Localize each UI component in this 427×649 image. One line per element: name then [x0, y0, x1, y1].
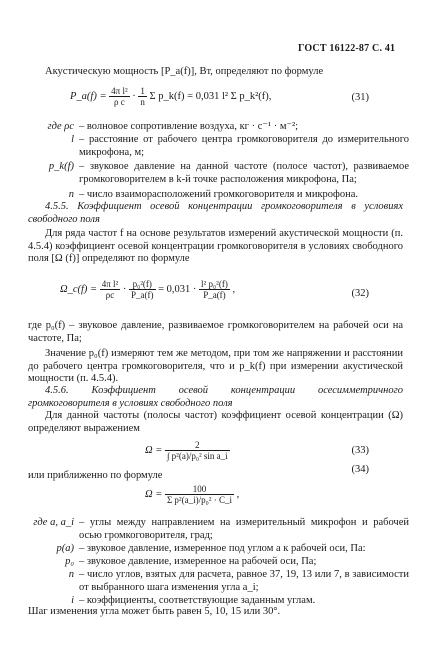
para-value-p0: Значение p₀(f) измеряют тем же методом, при том же напряжении и расстоянии до рабочего центра громкоговорителя, что и p_k(f) при измерении акустической мощности (п. 4.5.4). [28, 348, 403, 384]
def-label: p(a) [56, 543, 74, 554]
formula-32-frac3-num: l² p₀²(f) [201, 279, 228, 289]
page-header: ГОСТ 16122-87 С. 41 [298, 43, 396, 54]
formula-31-rhs: Σ p_k(f) = 0,031 l² Σ p_k²(f), [149, 90, 272, 102]
def-text: – углы между направлением на измерительный микрофон и рабочей осью громкоговорителя, град; [79, 517, 409, 541]
formula-32-frac2 [129, 279, 156, 300]
def-label: p₀ [65, 556, 74, 567]
formula-32-frac2-num: p₀²(f) [129, 279, 156, 290]
formula-34-lhs: Ω = [145, 488, 163, 500]
formula-32-frac1-num: 4π l² [101, 279, 119, 289]
formula-32-frac1 [100, 279, 121, 300]
formula-32-mid: = 0,031 · [158, 283, 197, 295]
section-4-5-5: 4.5.5. Коэффициент осевой концентрации громкоговорителя в условиях свободного поля [28, 201, 403, 225]
formula-32-frac2-den: P_a(f) [131, 290, 154, 300]
approx-text: или приближенно по формуле [28, 470, 163, 481]
def-p0: где p₀(f) – звуковое давление, развиваемое громкоговорителем на рабочей оси на частоте, Па; [28, 320, 403, 344]
def-label: n [68, 569, 74, 580]
formula-33-frac [165, 440, 230, 461]
formula-31-frac1-den: ρ c [114, 97, 125, 107]
formula-34-number: (34) [351, 464, 369, 475]
def-text: – звуковое давление на данной частоте (полосе частот), развиваемое громкоговорителем в k-й точке расположения микрофона, Па; [79, 161, 409, 185]
def-label: где ρc [47, 121, 74, 132]
def-label: n [68, 189, 74, 200]
formula-34: Ω = $\frac{100}{\text{Σ p²(a\_i)/p₀² · C\_i}}$ , [145, 484, 240, 505]
formula-32: Ω_c(f) = $\frac{\text{4π l²}}{\rho c}$ · $\frac{\text{p₀²(f)}}{P\_a(f)}$ = 0,031 · $\frac{\text{l² p₀²(f)}}{P\_a(f)}$ , [60, 279, 236, 300]
formula-34-num: 100 [165, 484, 234, 495]
formula-32-frac1-den: ρc [105, 290, 115, 300]
formula-33-number: (33) [351, 445, 369, 456]
formula-31-lhs: P_a(f) = [70, 90, 107, 102]
def-text: – звуковое давление, измеренное под углом a к рабочей оси, Па: [79, 543, 366, 554]
formula-31-frac1 [109, 86, 130, 107]
formula-31-frac2-den: n [140, 97, 145, 107]
section-4-5-6: 4.5.6. Коэффициент осевой концентрации осесимметричного громкоговорителя в условиях свободного поля [28, 385, 403, 409]
def-text: – расстояние от рабочего центра громкоговорителя до измерительного микрофона, м; [79, 134, 409, 158]
def-text: – число взаиморасположений громкоговорителя и микрофона. [79, 189, 358, 200]
formula-31-frac2 [138, 86, 147, 107]
last-line: Шаг изменения угла может быть равен 5, 10, 15 или 30°. [28, 606, 281, 617]
formula-34-frac [165, 484, 234, 505]
formula-33-num: 2 [165, 440, 230, 451]
def-text: – волновое сопротивление воздуха, кг · с⁻¹ · м⁻²; [79, 121, 299, 132]
def-label: где a, a_i [33, 517, 74, 528]
formula-32-lhs: Ω_c(f) = [60, 283, 98, 295]
intro-text: Акустическую мощность [P_a(f)], Вт, определяют по формуле [45, 66, 324, 77]
formula-32-number: (32) [351, 288, 369, 299]
formula-31-frac2-num: 1 [140, 86, 145, 96]
formula-31-number: (31) [351, 92, 369, 103]
para-4-5-6: Для данной частоты (полосы частот) коэффициент осевой концентрации (Ω) определяют выражением [28, 410, 403, 434]
def-label: p_k(f) [48, 161, 74, 172]
para-4-5-5: Для ряда частот f на основе результатов измерений акустической мощности (п. 4.5.4) коэффициент осевой концентрации громкоговорителя в условиях свободного поля [Ω (f)] определяют по формуле [28, 228, 403, 264]
def-label: i [71, 595, 74, 606]
def-label: l [71, 134, 74, 145]
formula-33 [145, 440, 230, 461]
formula-32-frac3 [199, 279, 230, 300]
def-text: – коэффициенты, соответствующие заданным углам. [79, 595, 316, 606]
formula-34-den: Σ p²(a_i)/p₀² · C_i [166, 495, 232, 505]
formula-31: P_a(f) = $\frac{\text{4π l²}}{\text{ρ c}}$ · $\frac{1}{n}$ Σ p_k(f) = 0,031 l² Σ p_k²(f), [70, 86, 272, 107]
formula-31-frac1-num: 4π l² [111, 86, 128, 96]
formula-33-den: ∫ p²(a)/p₀² sin a_i [166, 451, 228, 461]
def-text: – звуковое давление, измеренное на рабочей оси, Па; [79, 556, 317, 567]
formula-32-frac3-den: P_a(f) [203, 290, 226, 300]
formula-33-lhs: Ω = [145, 444, 163, 456]
def-text: – число углов, взятых для расчета, равное 37, 19, 13 или 7, в зависимости от выбранного шага изменения угла a_i; [79, 569, 409, 593]
